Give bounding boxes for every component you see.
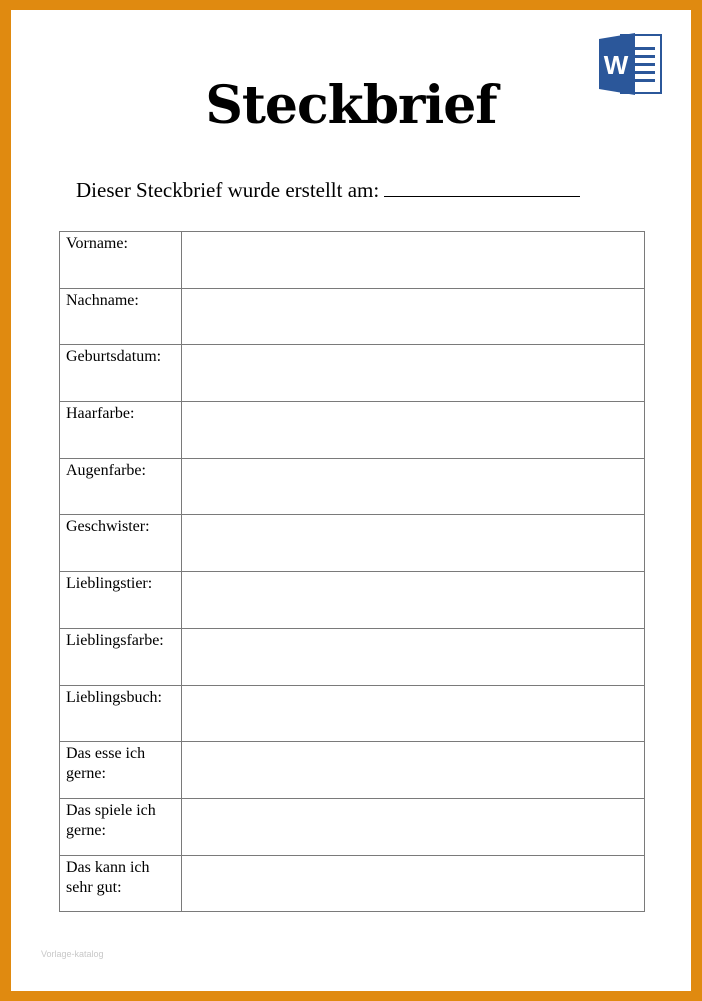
field-value-cell[interactable] [182,232,645,289]
svg-text:W: W [603,50,629,80]
table-row [60,515,645,572]
field-label: Nachname: [60,288,182,345]
field-label: Haarfarbe: [60,402,182,459]
field-label: Geschwister: [60,515,182,572]
created-date-label: Dieser Steckbrief wurde erstellt am: [76,178,380,202]
table-row [60,458,645,515]
document-title: Steckbrief [205,75,497,136]
table-row [60,572,645,629]
table-row [60,855,645,912]
field-label: Lieblingsfarbe: [60,628,182,685]
field-value-cell[interactable] [182,855,645,912]
table-row [60,232,645,289]
field-value-cell[interactable] [182,572,645,629]
table-row [60,345,645,402]
field-label: Vorname: [60,232,182,289]
field-label: Augenfarbe: [60,458,182,515]
field-value-cell[interactable] [182,402,645,459]
field-label: Das esse ich gerne: [60,742,182,799]
field-label: Lieblingsbuch: [60,685,182,742]
table-row [60,628,645,685]
field-value-cell[interactable] [182,628,645,685]
field-label: Das kann ich sehr gut: [60,855,182,912]
field-value-cell[interactable] [182,345,645,402]
field-label: Lieblingstier: [60,572,182,629]
field-value-cell[interactable] [182,515,645,572]
field-value-cell[interactable] [182,685,645,742]
watermark: Vorlage-katalog [41,949,104,959]
profile-table [59,231,645,912]
document-page [11,10,691,991]
field-value-cell[interactable] [182,798,645,855]
created-date-line [76,178,580,203]
created-date-blank[interactable] [384,178,580,197]
table-row [60,288,645,345]
table-row [60,685,645,742]
field-value-cell[interactable] [182,458,645,515]
field-label: Geburtsdatum: [60,345,182,402]
field-label: Das spiele ich gerne: [60,798,182,855]
table-row [60,798,645,855]
table-row [60,742,645,799]
table-row [60,402,645,459]
field-value-cell[interactable] [182,742,645,799]
field-value-cell[interactable] [182,288,645,345]
